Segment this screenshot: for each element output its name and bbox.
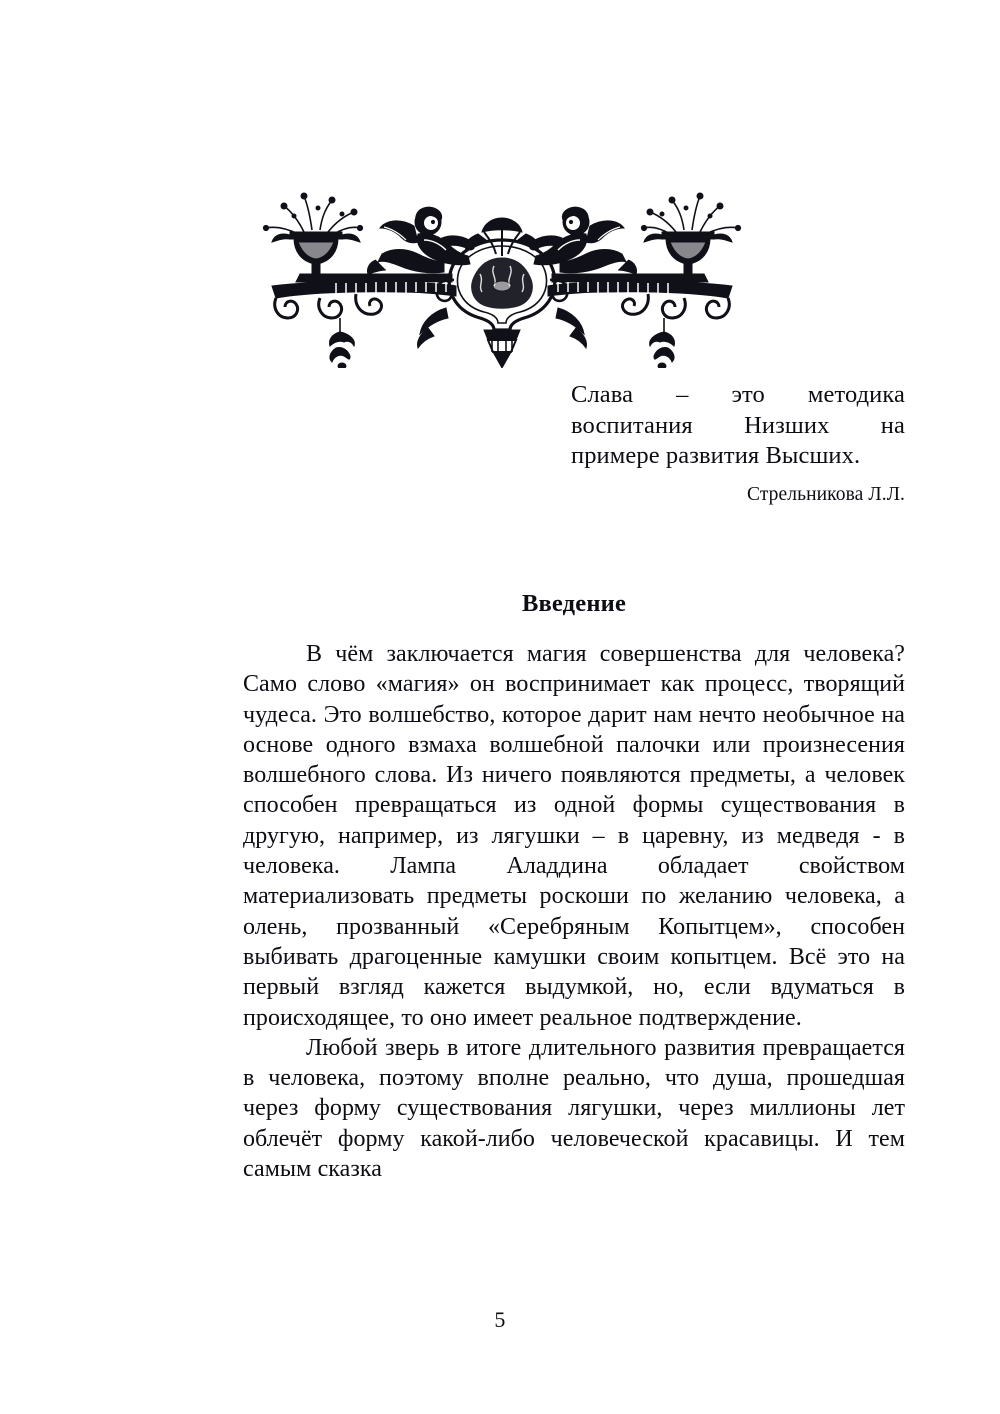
section-heading: Введение (521, 590, 627, 618)
epigraph-quote: Слава – это методика воспитания Низших на примере развития Высших. (571, 381, 905, 469)
page-number: 5 (494, 1307, 506, 1332)
epigraph (571, 380, 905, 506)
epigraph-author: Стрельникова Л.Л. (746, 483, 905, 505)
body-text (243, 639, 905, 1184)
paragraph: В чём заключается магия совершенства для человека? Само слово «магия» он воспринимает как процесс, творящий чудеса. Это волшебство, которое дарит нам нечто необычное на основе одного взмаха волшебной палочки или произнесения волшебного слова. Из ничего появляются предметы, а человек способен превращаться из одной формы существования в другую, например, из лягушки – в царевну, из медведя - в человека. Лампа Аладдина обладает свойством материализовать предметы роскоши по желанию человека, а олень, прозванный «Серебряным Копытцем», способен выбивать драгоценные камушки своим копытцем. Всё это на первый взгляд кажется выдумкой, но, если вдуматься в происходящее, то оно имеет реальное подтверждение. (243, 641, 905, 1031)
paragraph: Любой зверь в итоге длительного развития превращается в человека, поэтому вполне реально, что душа, прошедшая через форму существования лягушки, через миллионы лет облечёт форму какой-либо человеческой красавицы. И тем самым сказка (243, 1034, 905, 1183)
ornament-vignette-cherubs (232, 182, 772, 368)
